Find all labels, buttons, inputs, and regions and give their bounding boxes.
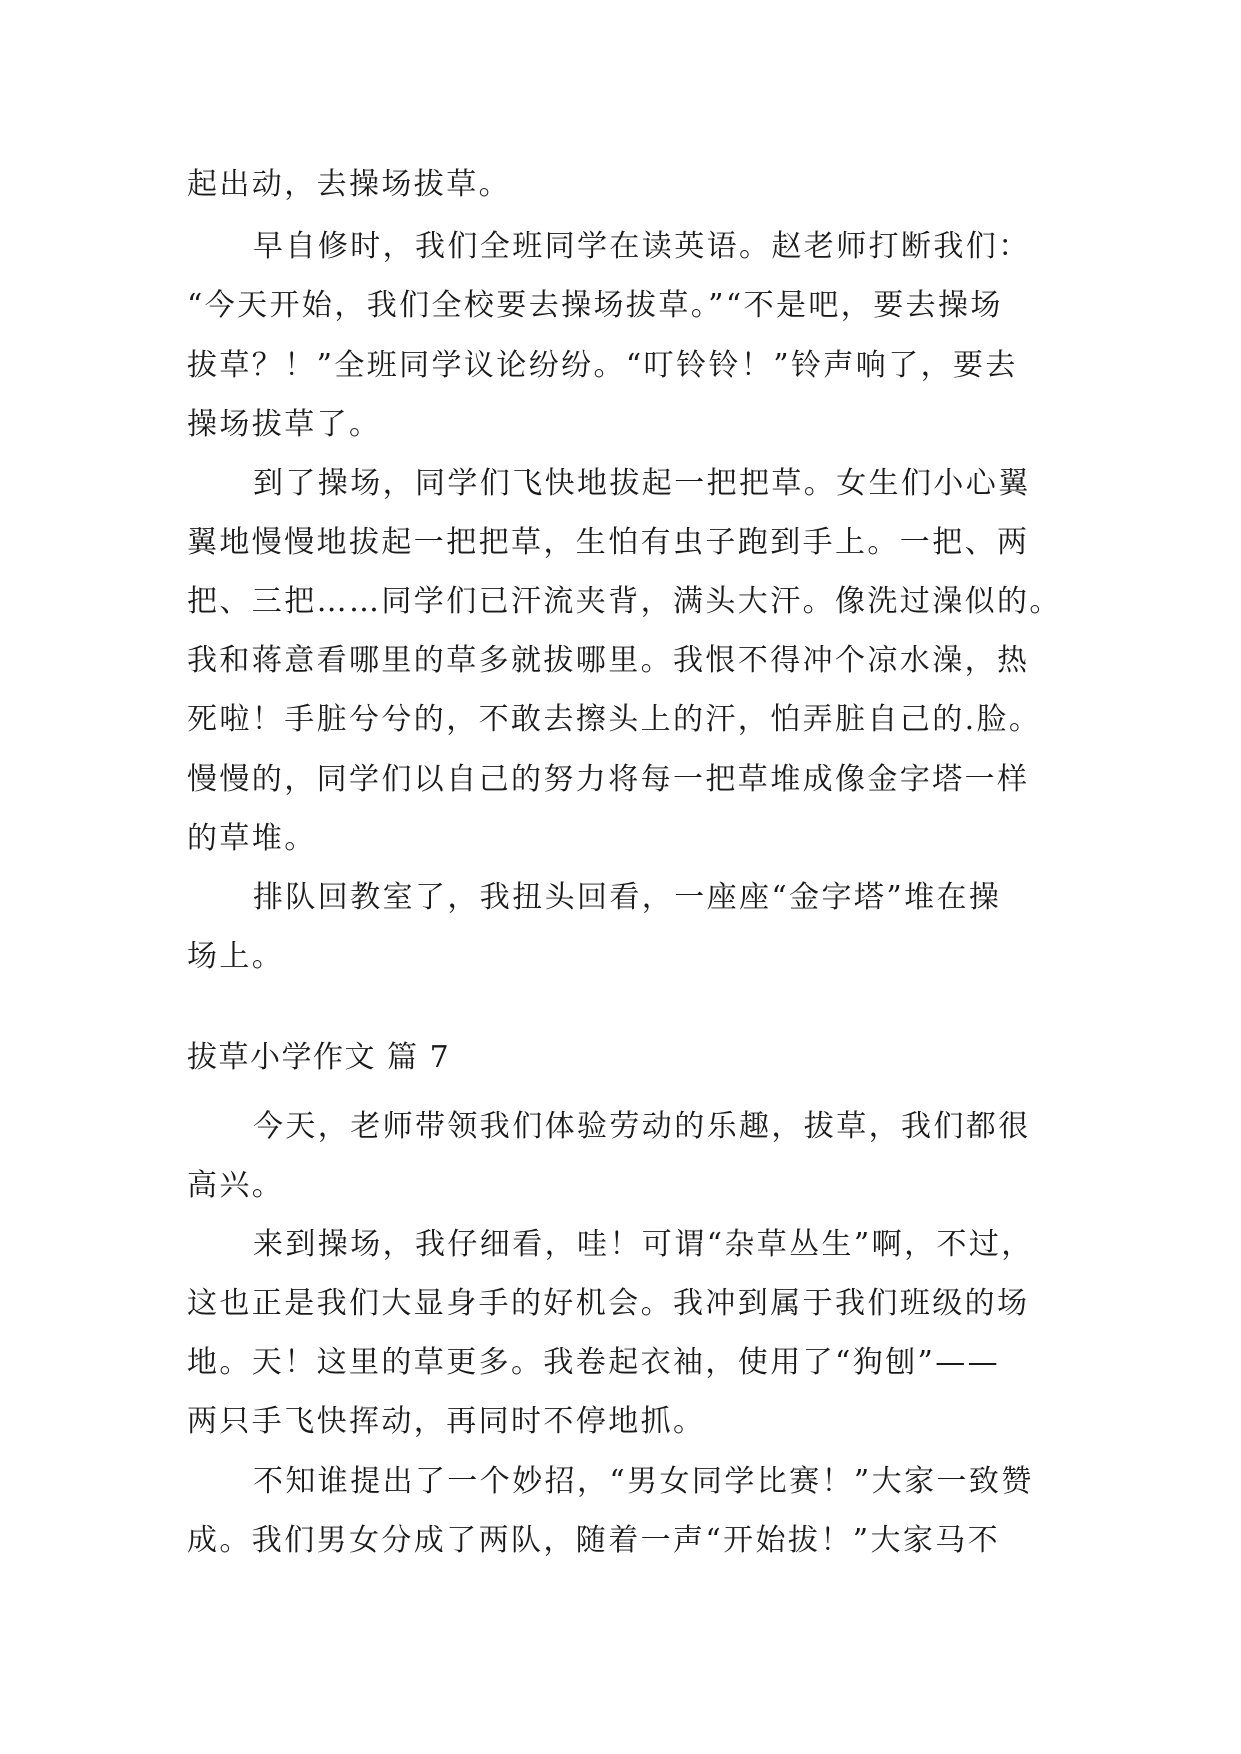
text-line: 把、三把……同学们已汗流夹背，满头大汗。像洗过澡似的。 — [187, 584, 1062, 619]
text-line: 的草堆。 — [187, 821, 317, 856]
text-line: 我和蒋意看哪里的草多就拔哪里。我恨不得冲个凉水澡，热 — [187, 643, 1030, 678]
text-line: 慢慢的，同学们以自己的努力将每一把草堆成像金字塔一样 — [187, 762, 1030, 797]
text-line: 死啦！手脏兮兮的，不敢去擦头上的汗，怕弄脏自己的.脸。 — [187, 702, 1042, 737]
text-line: 起出动，去操场拔草。 — [187, 167, 511, 202]
text-line: 不知谁提出了一个妙招，“男女同学比赛！”大家一致赞 — [253, 1464, 1034, 1499]
text-line: 高兴。 — [187, 1168, 285, 1203]
section-heading: 拔草小学作文 篇 7 — [187, 1040, 451, 1075]
text-line: 早自修时，我们全班同学在读英语。赵老师打断我们： — [253, 229, 1031, 264]
text-line: 这也正是我们大显身手的好机会。我冲到属于我们班级的场 — [187, 1286, 1030, 1321]
text-line: 拔草？！”全班同学议论纷纷。“叮铃铃！”铃声响了，要去 — [187, 348, 1018, 383]
text-line: 到了操场，同学们飞快地拔起一把把草。女生们小心翼 — [253, 466, 1031, 501]
text-line: 两只手飞快挥动，再同时不停地抓。 — [187, 1404, 706, 1439]
text-line: 场上。 — [187, 939, 285, 974]
text-line: 排队回教室了，我扭头回看，一座座“金字塔”堆在操 — [253, 880, 1002, 915]
text-line: 今天，老师带领我们体验劳动的乐趣，拔草，我们都很 — [253, 1109, 1031, 1144]
text-line: 来到操场，我仔细看，哇！可谓“杂草丛生”啊，不过， — [253, 1227, 1034, 1262]
text-line: 翼地慢慢地拔起一把把草，生怕有虫子跑到手上。一把、两 — [187, 525, 1030, 560]
text-line: “今天开始，我们全校要去操场拔草。”“不是吧，要去操场 — [187, 288, 1003, 323]
text-line: 地。天！这里的草更多。我卷起衣袖，使用了“狗刨”—— — [187, 1345, 1001, 1380]
text-line: 操场拔草了。 — [187, 407, 382, 442]
text-line: 成。我们男女分成了两队，随着一声“开始拔！”大家马不 — [187, 1523, 1001, 1558]
